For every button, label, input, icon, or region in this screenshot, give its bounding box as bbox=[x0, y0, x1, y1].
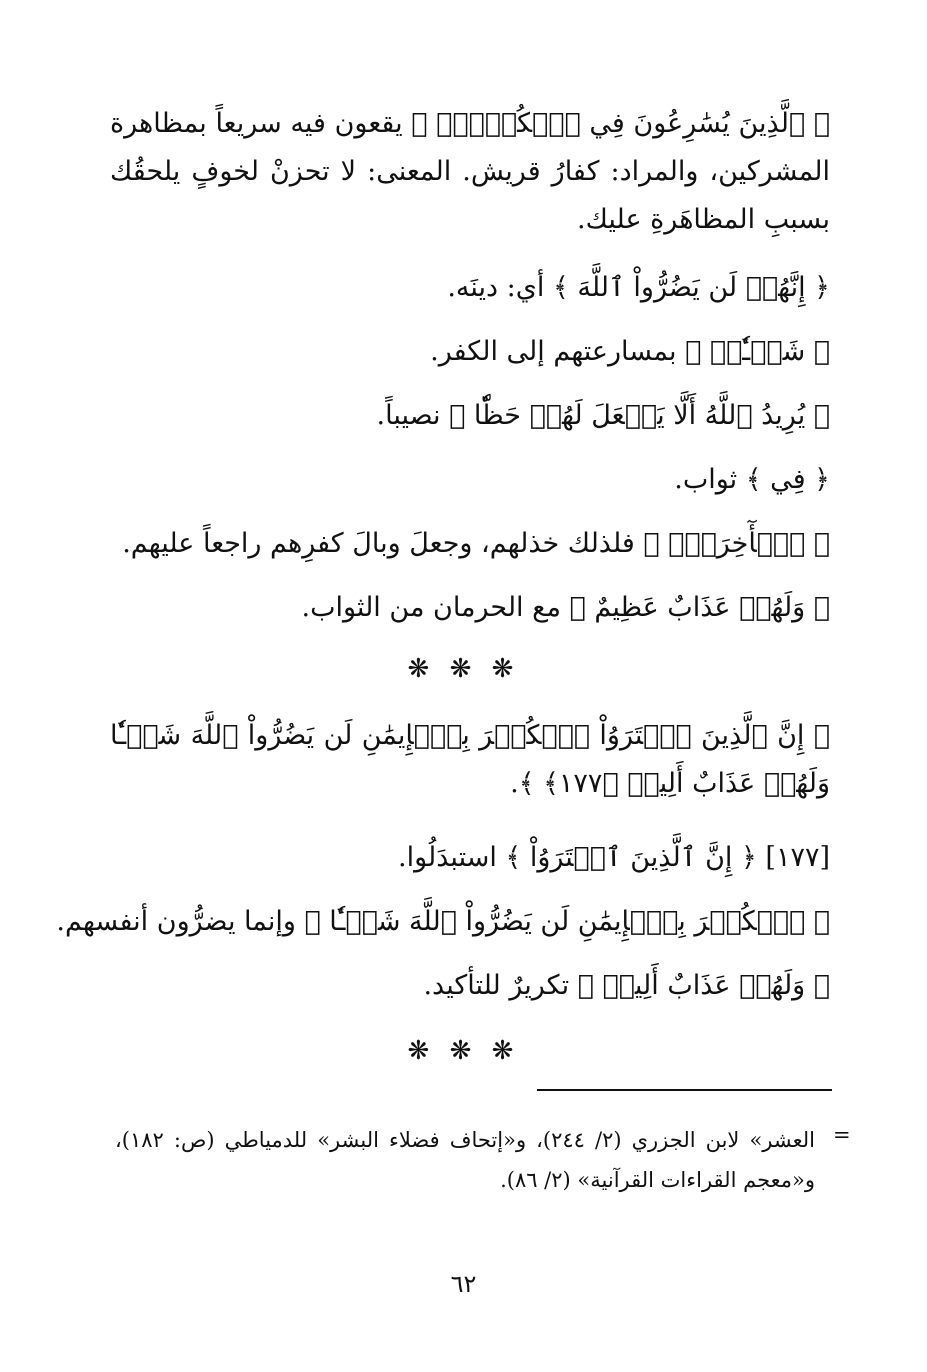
footnote-divider bbox=[537, 1089, 832, 1091]
page-number: ٦٢ bbox=[450, 1270, 477, 1298]
footnote: العشر» لابن الجزري (٢/ ٢٤٤)، و«إتحاف فضلاء البشر» للدمياطي (ص: ١٨٢)، و«معجم القراءات القرآنية» (٢/ ٨٦). bbox=[115, 1128, 815, 1192]
commentary-line-1: ﴿ إِنَّهُمۡ لَن يَضُرُّواْ ٱللَّهَ ﴾ أي: دينَه. bbox=[447, 272, 830, 303]
commentary-line-4: ﴿ فِي ﴾ ثواب. bbox=[674, 464, 830, 495]
commentary-line-8: ﴿ ٱلۡكُفۡرَ بِٱلۡإِيمَٰنِ لَن يَضُرُّواْ ٱللَّهَ شَيۡـٔٗا ﴾ وإنما يضرُّون أنفسهم. bbox=[56, 906, 830, 937]
section-separator-2: ❋ ❋ ❋ bbox=[407, 1036, 520, 1066]
commentary-line-5: ﴿ ٱلۡأٓخِرَةِۖ ﴾ فلذلك خذلهم، وجعلَ وبالَ كفرِهم راجعاً عليهم. bbox=[122, 528, 830, 559]
commentary-line-7: [١٧٧] ﴿ إِنَّ ٱلَّذِينَ ٱشۡتَرَوُاْ ﴾ استبدَلُوا. bbox=[397, 842, 830, 873]
commentary-line-2: ﴿ شَيۡـٔٗاۗ ﴾ بمسارعتهم إلى الكفر. bbox=[430, 336, 830, 367]
commentary-line-3: ﴿ يُرِيدُ ٱللَّهُ أَلَّا يَجۡعَلَ لَهُمۡ حَظّٗا ﴾ نصيباً. bbox=[376, 400, 830, 431]
opening-paragraph bbox=[110, 100, 830, 244]
footnote-continuation-marker: = bbox=[833, 1123, 851, 1147]
verse-block bbox=[110, 712, 830, 808]
section-separator-1: ❋ ❋ ❋ bbox=[407, 654, 520, 684]
commentary-line-6: ﴿ وَلَهُمۡ عَذَابٌ عَظِيمٌ ﴾ مع الحرمان من الثواب. bbox=[301, 592, 830, 623]
verse-177: ﴿ إِنَّ ٱلَّذِينَ ٱشۡتَرَوُاْ ٱلۡكُفۡرَ بِٱلۡإِيمَٰنِ لَن يَضُرُّواْ ٱللَّهَ شَيۡـٔٗا وَلَهُمۡ عَذَابٌ أَلِيمٞ ﴿١٧٧﴾ ﴾. bbox=[110, 720, 830, 799]
paragraph-1: ﴿ ٱلَّذِينَ يُسَٰرِعُونَ فِي ٱلۡكُفۡرِۚ ﴾ يقعون فيه سريعاً بمظاهرة المشركين، والمراد: كفارُ قريش. المعنى: لا تحزنْ لخوفٍ يلحقُك بسببِ المظاهَرةِ عليك. bbox=[110, 108, 830, 235]
commentary-line-9: ﴿ وَلَهُمۡ عَذَابٌ أَلِيمٞ ﴾ تكريرٌ للتأكيد. bbox=[423, 970, 830, 1001]
